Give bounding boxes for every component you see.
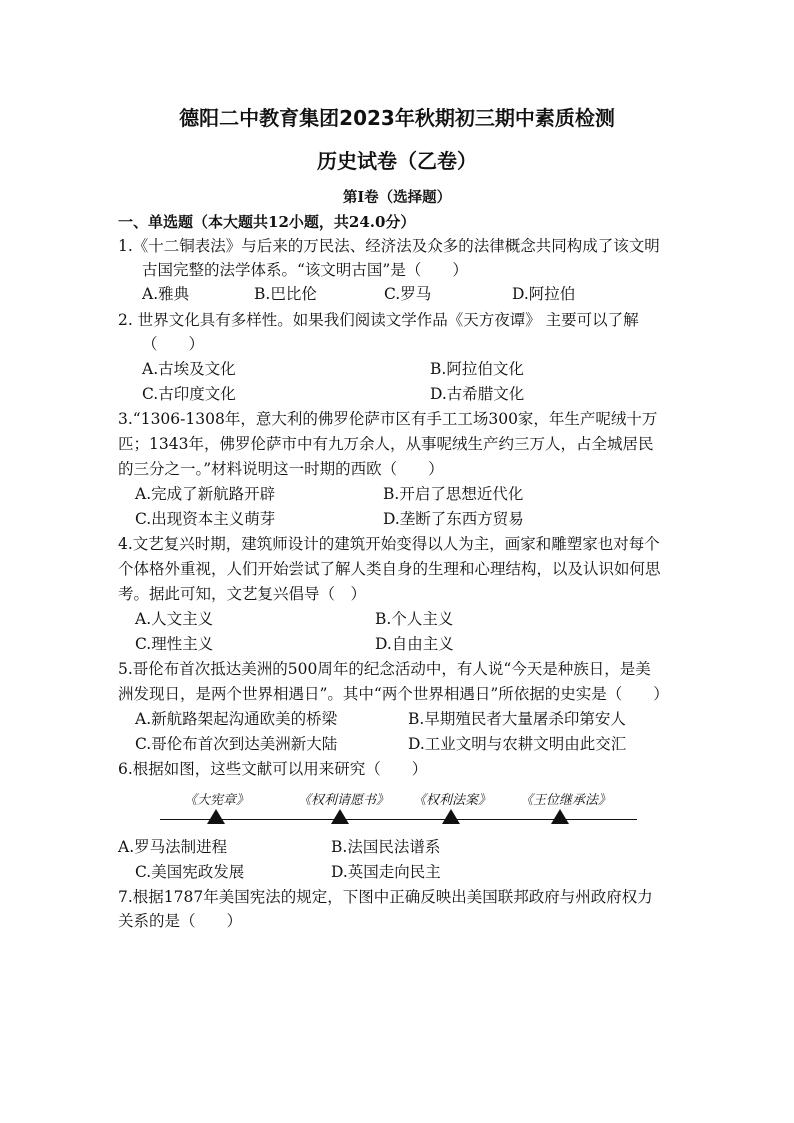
question-2-line-1: 2. 世界文化具有多样性。如果我们阅读文学作品《天方夜谭》 主要可以了解 xyxy=(118,311,639,329)
q3-option-c[interactable]: C.出现资本主义萌芽 xyxy=(135,510,276,528)
timeline-marker-2 xyxy=(331,809,349,824)
question-3-line-2: 匹；1343年，佛罗伦萨市中有九万余人，从事呢绒生产约三万人，占全城居民 xyxy=(118,435,654,453)
question-5-line-1: 5.哥伦布首次抵达美洲的500周年的纪念活动中，有人说“今天是种族日，是美 xyxy=(118,660,651,678)
timeline-label-magna-carta: 《大宪章》 xyxy=(184,793,250,808)
q5-option-b[interactable]: B.早期殖民者大量屠杀印第安人 xyxy=(408,710,626,728)
question-4-line-3: 考。据此可知，文艺复兴倡导（ ） xyxy=(118,585,367,603)
q1-option-a[interactable]: A.雅典 xyxy=(142,285,190,303)
q4-option-d[interactable]: D.自由主义 xyxy=(375,635,454,653)
question-3-line-1: 3.“1306-1308年，意大利的佛罗伦萨市区有手工工场300家，年生产呢绒十万 xyxy=(118,410,658,428)
exam-subtitle: 历史试卷（乙卷） xyxy=(317,149,477,173)
q6-option-d[interactable]: D.英国走向民主 xyxy=(331,863,441,881)
exam-title: 德阳二中教育集团2023年秋期初三期中素质检测 xyxy=(179,106,615,130)
question-7-line-1: 7.根据1787年美国宪法的规定，下图中正确反映出美国联邦政府与州政府权力 xyxy=(118,888,653,906)
q2-option-b[interactable]: B.阿拉伯文化 xyxy=(430,360,524,378)
timeline-label-act-of-settlement: 《王位继承法》 xyxy=(520,793,612,808)
q3-option-a[interactable]: A.完成了新航路开辟 xyxy=(135,485,276,503)
q2-option-d[interactable]: D.古希腊文化 xyxy=(430,385,525,403)
q1-option-d[interactable]: D.阿拉伯 xyxy=(512,285,576,303)
timeline-label-bill-of-rights: 《权利法案》 xyxy=(413,793,492,808)
question-1-line-2: 古国完整的法学体系。“该文明古国”是（ ） xyxy=(142,261,468,279)
part-heading: 第Ⅰ卷（选择题） xyxy=(342,189,452,206)
q1-option-c[interactable]: C.罗马 xyxy=(384,285,432,303)
question-4-line-2: 个体格外重视，人们开始尝试了解人类自身的生理和心理结构，以及认识如何思 xyxy=(118,560,661,578)
timeline-label-petition-of-right: 《权利请愿书》 xyxy=(298,793,390,808)
q5-option-a[interactable]: A.新航路架起沟通欧美的桥梁 xyxy=(135,710,338,728)
q4-option-c[interactable]: C.理性主义 xyxy=(135,635,214,653)
q2-option-a[interactable]: A.古埃及文化 xyxy=(142,360,236,378)
q4-option-a[interactable]: A.人文主义 xyxy=(135,610,214,628)
question-4-line-1: 4.文艺复兴时期，建筑师设计的建筑开始变得以人为主，画家和雕塑家也对每个 xyxy=(118,535,660,553)
timeline-marker-3 xyxy=(442,809,460,824)
question-6-line-1: 6.根据如图，这些文献可以用来研究（ ） xyxy=(118,760,428,778)
question-7-line-2: 关系的是（ ） xyxy=(118,912,243,930)
document-timeline xyxy=(160,785,640,835)
q1-option-b[interactable]: B.巴比伦 xyxy=(254,285,317,303)
timeline-marker-1 xyxy=(207,809,225,824)
section-heading: 一、单选题（本大题共12小题，共24.0分） xyxy=(118,213,416,231)
q3-option-b[interactable]: B.开启了思想近代化 xyxy=(383,485,524,503)
timeline-marker-4 xyxy=(551,809,569,824)
question-5-line-2: 洲发现日，是两个世界相遇日”。其中“两个世界相遇日”所依据的史实是（ ） xyxy=(118,685,669,703)
question-2-line-2: （ ） xyxy=(142,335,205,353)
q2-option-c[interactable]: C.古印度文化 xyxy=(142,385,236,403)
q6-option-b[interactable]: B.法国民法谱系 xyxy=(331,838,441,856)
question-3-line-3: 的三分之一。”材料说明这一时期的西欧（ ） xyxy=(118,460,444,478)
q4-option-b[interactable]: B.个人主义 xyxy=(375,610,454,628)
q6-option-a[interactable]: A.罗马法制进程 xyxy=(118,838,228,856)
q5-option-d[interactable]: D.工业文明与农耕文明由此交汇 xyxy=(408,735,627,753)
q5-option-c[interactable]: C.哥伦布首次到达美洲新大陆 xyxy=(135,735,338,753)
q3-option-d[interactable]: D.垄断了东西方贸易 xyxy=(383,510,524,528)
q6-option-c[interactable]: C.美国宪政发展 xyxy=(135,863,245,881)
question-1-line-1: 1.《十二铜表法》与后来的万民法、经济法及众多的法律概念共同构成了该文明 xyxy=(118,237,660,255)
